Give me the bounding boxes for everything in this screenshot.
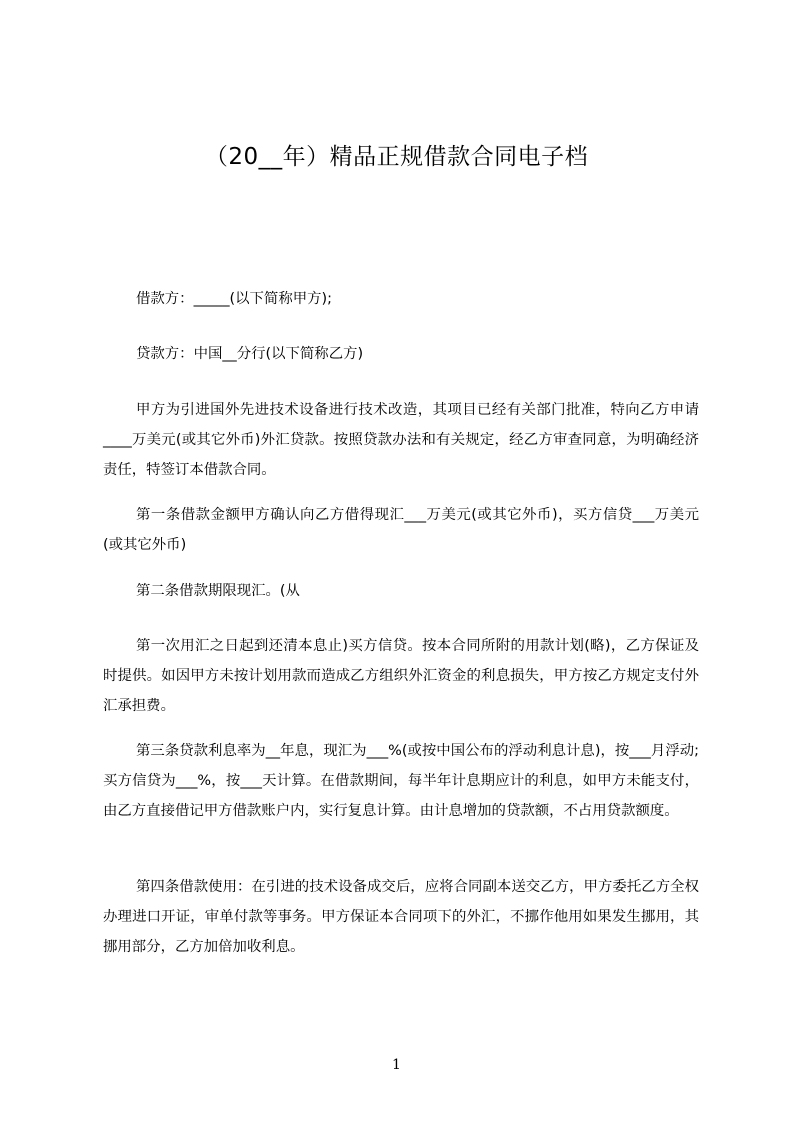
article-4-paragraph: 第四条借款使用：在引进的技术设备成交后，应将合同副本送交乙方，甲方委托乙方全权办理进口开证，审单付款等事务。甲方保证本合同项下的外汇，不挪作他用如果发生挪用，其挪用部分，乙方加倍加收利息。: [103, 879, 699, 955]
article-2-continuation-paragraph: 第一次用汇之日起到还清本息止)买方信贷。按本合同所附的用款计划(略)，乙方保证及时提供。如因甲方未按计划用款而造成乙方组织外汇资金的利息损失，甲方按乙方规定支付外汇承担费。: [103, 638, 699, 714]
document-title: （20__年）精品正规借款合同电子档: [204, 144, 589, 170]
article-3-paragraph: 第三条贷款利息率为__年息，现汇为___%(或按中国公布的浮动利息计息)，按___月浮动;买方信贷为___%，按___天计算。在借款期间，每半年计息期应计的利息，如甲方未能支付，由乙方直接借记甲方借款账户内，实行复息计算。由计息增加的贷款额，不占用贷款额度。: [103, 743, 699, 819]
article-2-paragraph: 第二条借款期限现汇。(从: [136, 583, 300, 599]
article-1-paragraph: 第一条借款金额甲方确认向乙方借得现汇___万美元(或其它外币)，买方信贷___万美元(或其它外币): [103, 507, 699, 553]
preamble-paragraph: 甲方为引进国外先进技术设备进行技术改造，其项目已经有关部门批准，特向乙方申请____万美元(或其它外币)外汇贷款。按照贷款办法和有关规定，经乙方审查同意，为明确经济责任，特签订本借款合同。: [103, 402, 699, 478]
page-number: 1: [392, 1057, 401, 1073]
borrower-line: 借款方：_____(以下简称甲方);: [136, 291, 332, 307]
lender-line: 贷款方：中国__分行(以下简称乙方): [136, 346, 364, 362]
